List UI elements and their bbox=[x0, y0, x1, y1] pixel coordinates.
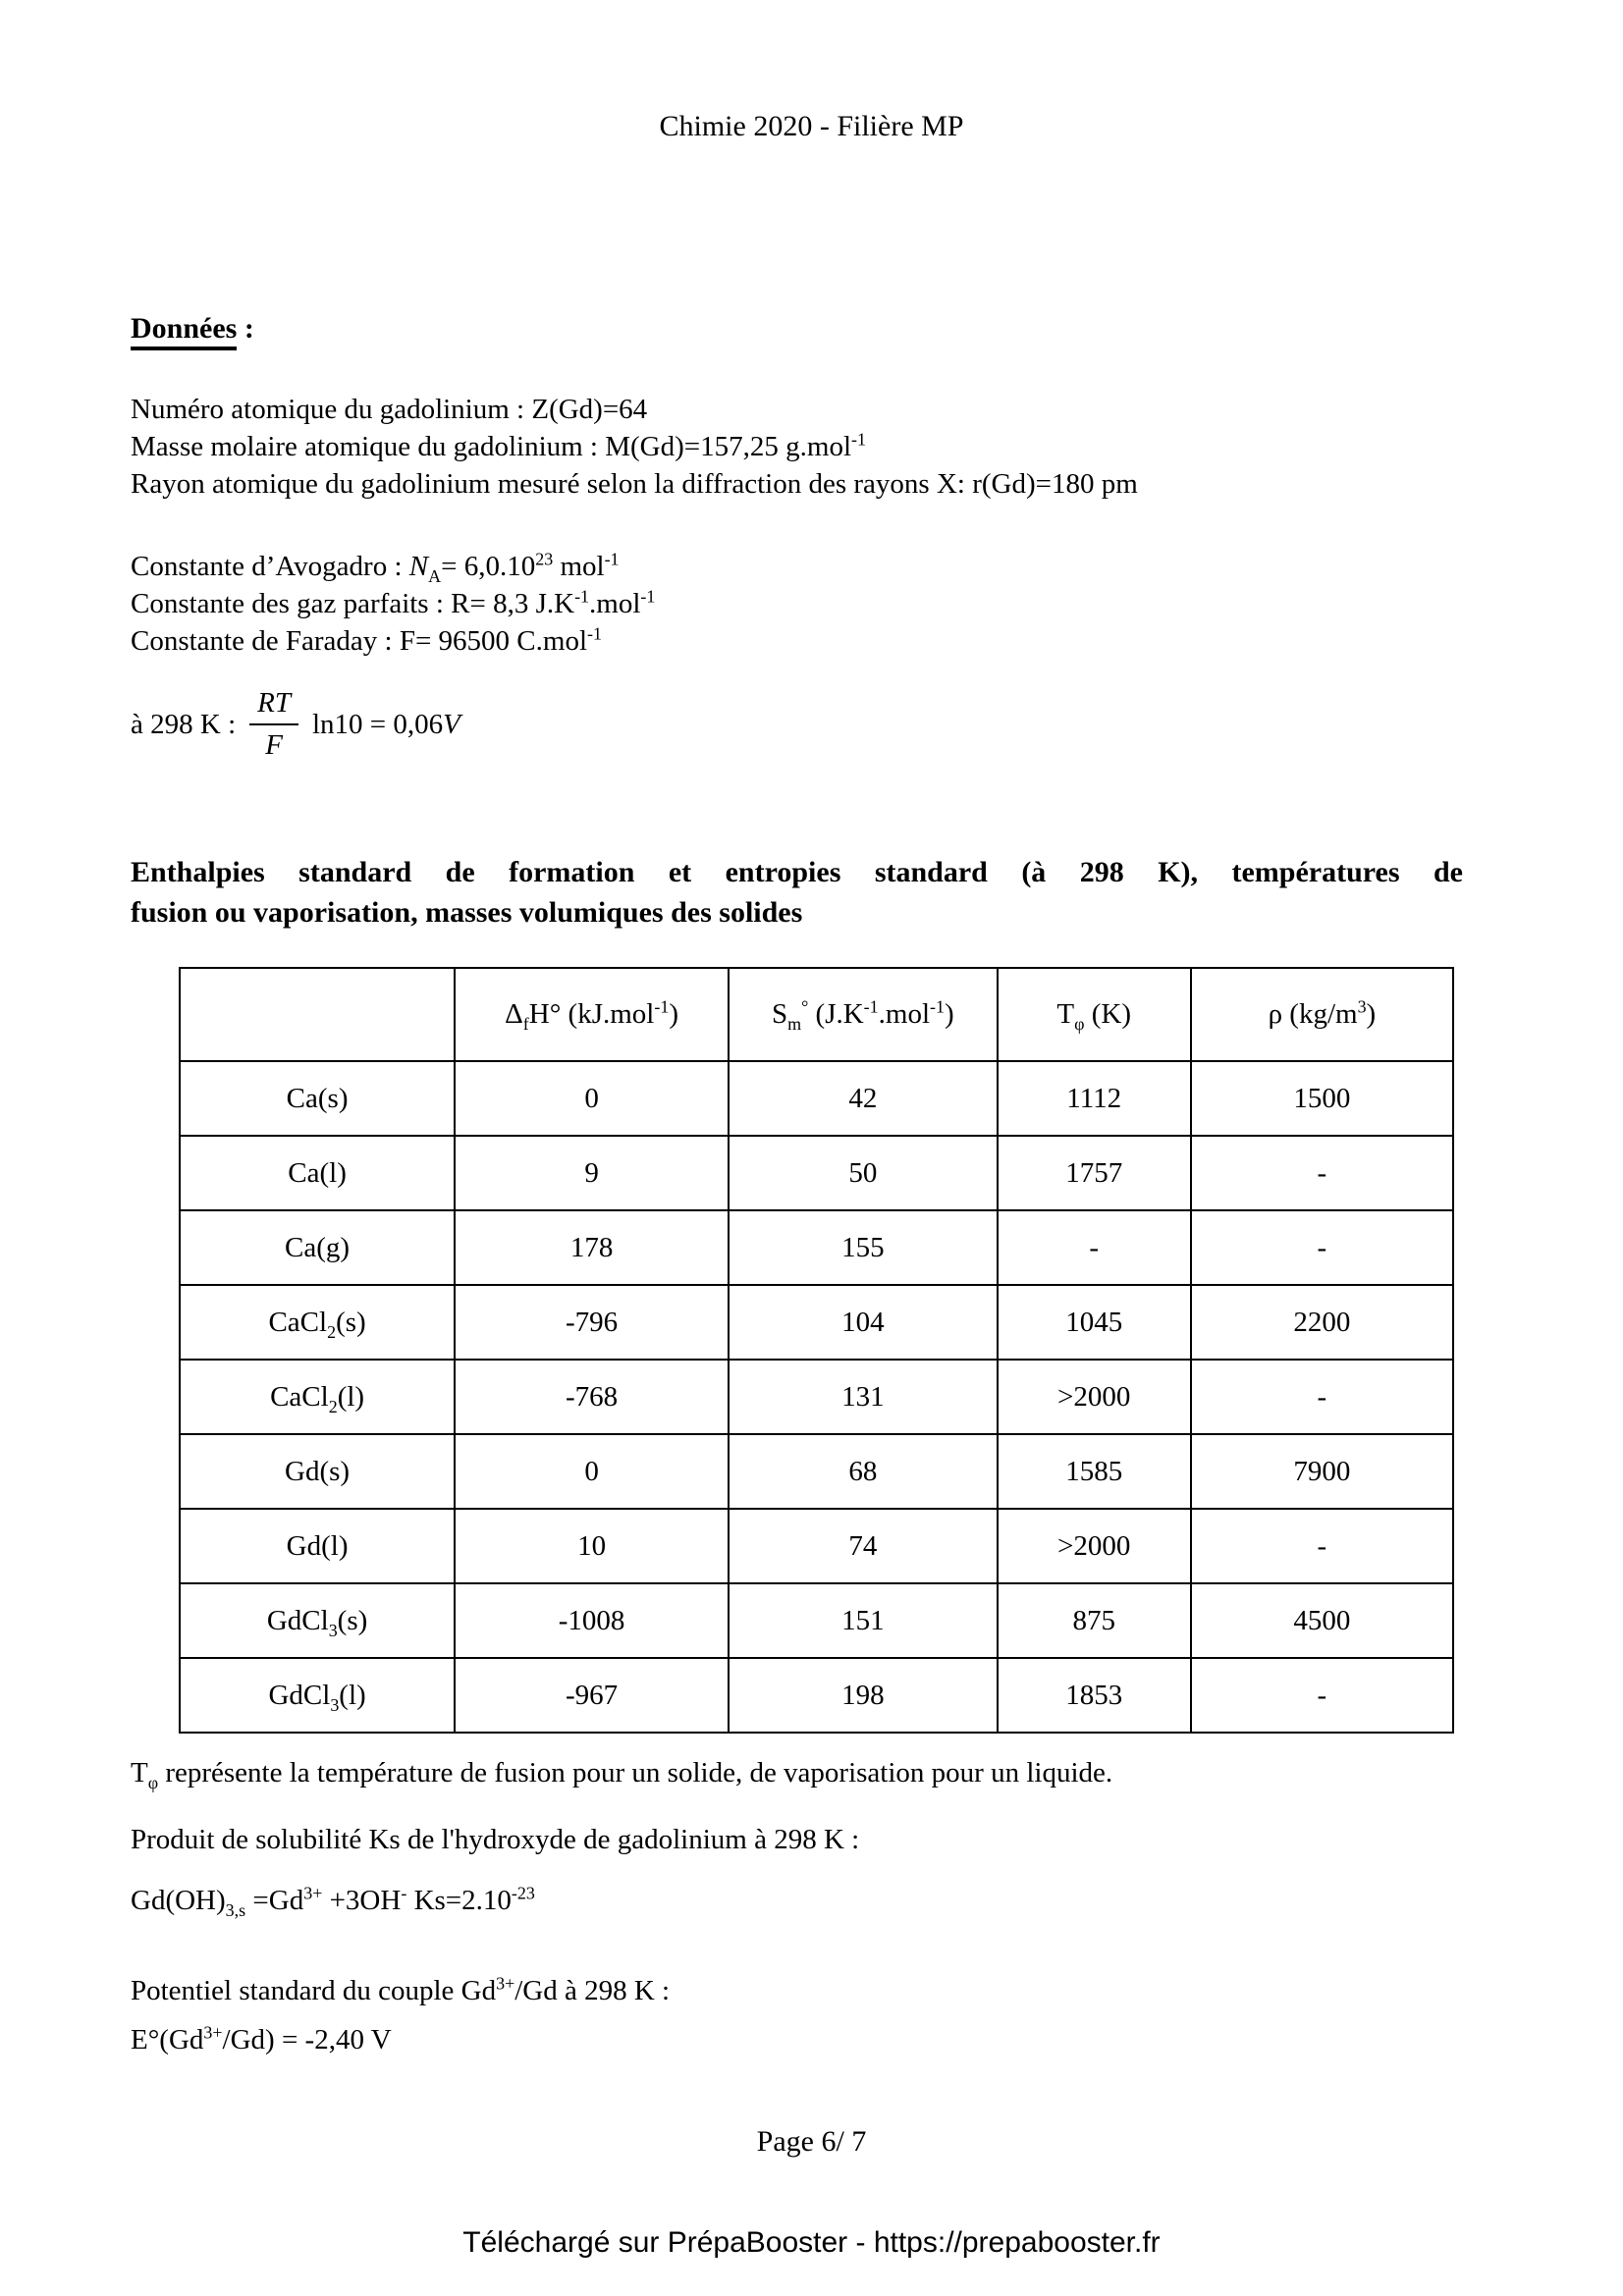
species-cell: GdCl$_3$(s) bbox=[180, 1583, 455, 1658]
table-row bbox=[180, 1285, 1453, 1360]
potential-value: $E^\circ(Gd^{3+}/Gd) = -2,40$ V bbox=[131, 2022, 392, 2056]
atomic-data-line: Rayon atomique du gadolinium mesuré selon la diffraction des rayons X: r(Gd)=180 pm bbox=[131, 468, 1138, 500]
header-rho-cell: ρ $(kg/m^3)$ bbox=[1191, 968, 1453, 1061]
species-cell: Ca(l) bbox=[180, 1136, 455, 1210]
tphi-cell: 1585 bbox=[998, 1434, 1191, 1509]
constants-line: Constante d’Avogadro : $N_A= 6,0.10^{23}$ mol$^{-1}$ bbox=[131, 549, 620, 586]
tphi-cell: 1853 bbox=[998, 1658, 1191, 1733]
solubility-title: Produit de solubilité Ks de l'hydroxyde de gadolinium à 298 K : bbox=[131, 1824, 860, 1855]
table-row bbox=[180, 1658, 1453, 1733]
entropy-cell: 68 bbox=[729, 1434, 998, 1509]
dfh-cell: 10 bbox=[455, 1509, 729, 1583]
formula-298k bbox=[131, 687, 460, 762]
dfh-cell: 178 bbox=[455, 1210, 729, 1285]
species-cell: Ca(s) bbox=[180, 1061, 455, 1136]
section-heading-donnees bbox=[131, 312, 254, 346]
table-heading-line1: Enthalpies standard de formation et entropies standard (à 298 K), températures de bbox=[131, 856, 1463, 888]
entropy-cell: 198 bbox=[729, 1658, 998, 1733]
document-title: Chimie 2020 - Filière MP bbox=[659, 110, 964, 142]
entropy-cell: 42 bbox=[729, 1061, 998, 1136]
donnees-colon: : bbox=[237, 312, 254, 345]
header-species-cell bbox=[180, 968, 455, 1061]
table-row bbox=[180, 1210, 1453, 1285]
rho-cell: - bbox=[1191, 1136, 1453, 1210]
entropy-cell: 104 bbox=[729, 1285, 998, 1360]
dfh-cell: 9 bbox=[455, 1136, 729, 1210]
tphi-cell: >2000 bbox=[998, 1509, 1191, 1583]
page-number: Page 6/ 7 bbox=[756, 2125, 867, 2158]
dfh-cell: 0 bbox=[455, 1434, 729, 1509]
tphi-cell: 1045 bbox=[998, 1285, 1191, 1360]
atomic-data-line: Numéro atomique du gadolinium : Z(Gd)=64 bbox=[131, 394, 648, 425]
entropy-cell: 50 bbox=[729, 1136, 998, 1210]
entropy-cell: 131 bbox=[729, 1360, 998, 1434]
atomic-data-paragraph bbox=[131, 391, 1476, 503]
constants-line: Constante de Faraday : F= 96500 C.mol$^{-1}$ bbox=[131, 623, 602, 657]
species-cell: CaCl$_2$(l) bbox=[180, 1360, 455, 1434]
fraction-rt-over-f bbox=[247, 687, 300, 762]
tphi-cell: >2000 bbox=[998, 1360, 1191, 1434]
species-cell: Ca(g) bbox=[180, 1210, 455, 1285]
rho-cell: - bbox=[1191, 1210, 1453, 1285]
dfh-cell: -796 bbox=[455, 1285, 729, 1360]
species-cell: Gd(s) bbox=[180, 1434, 455, 1509]
rho-cell: - bbox=[1191, 1509, 1453, 1583]
donnees-word: Données bbox=[131, 312, 237, 350]
species-cell: GdCl$_3$(l) bbox=[180, 1658, 455, 1733]
fraction-denominator: F bbox=[249, 723, 298, 762]
rho-cell: 4500 bbox=[1191, 1583, 1453, 1658]
table-header-row bbox=[180, 968, 1453, 1061]
rho-cell: - bbox=[1191, 1360, 1453, 1434]
table-heading-line2: fusion ou vaporisation, masses volumiques des solides bbox=[131, 896, 803, 929]
table-row bbox=[180, 1360, 1453, 1434]
potential-title: Potentiel standard du couple $Gd^{3+}/Gd$ à 298 K : bbox=[131, 1973, 671, 2006]
dfh-cell: 0 bbox=[455, 1061, 729, 1136]
rho-cell: 2200 bbox=[1191, 1285, 1453, 1360]
tphi-cell: - bbox=[998, 1210, 1191, 1285]
header-tphi-cell: $T_\varphi$ (K) bbox=[998, 968, 1191, 1061]
t-phi-note: $T_\varphi$ représente la température de fusion pour un solide, de vaporisation pour un liquide. bbox=[131, 1757, 1113, 1792]
formula-rest: ln10 = 0,06V bbox=[311, 708, 460, 740]
table-heading bbox=[131, 852, 1463, 933]
entropy-cell: 151 bbox=[729, 1583, 998, 1658]
constants-line: Constante des gaz parfaits : R= 8,3 $J.K^{-1}.mol^{-1}$ bbox=[131, 586, 656, 619]
table-row bbox=[180, 1136, 1453, 1210]
tphi-cell: 1757 bbox=[998, 1136, 1191, 1210]
header-dfh-cell: $\Delta_fH^\circ$ (kJ.mol$^{-1}$) bbox=[455, 968, 729, 1061]
tphi-cell: 875 bbox=[998, 1583, 1191, 1658]
dfh-cell: -1008 bbox=[455, 1583, 729, 1658]
atomic-data-line: Masse molaire atomique du gadolinium : M(Gd)=157,25 g.mol$^{-1}$ bbox=[131, 429, 866, 462]
rho-cell: - bbox=[1191, 1658, 1453, 1733]
rho-cell: 1500 bbox=[1191, 1061, 1453, 1136]
entropy-cell: 74 bbox=[729, 1509, 998, 1583]
download-footer: Téléchargé sur PrépaBooster - https://prepabooster.fr bbox=[462, 2226, 1161, 2259]
header-entropy-cell: $S_m^\circ$ $(J.K^{-1}.mol^{-1})$ bbox=[729, 968, 998, 1061]
table-row bbox=[180, 1061, 1453, 1136]
tphi-cell: 1112 bbox=[998, 1061, 1191, 1136]
constants-paragraph bbox=[131, 548, 1476, 660]
table-row bbox=[180, 1434, 1453, 1509]
table-row bbox=[180, 1583, 1453, 1658]
species-cell: Gd(l) bbox=[180, 1509, 455, 1583]
table-row bbox=[180, 1509, 1453, 1583]
fraction-numerator: RT bbox=[257, 687, 291, 719]
species-cell: CaCl$_2$(s) bbox=[180, 1285, 455, 1360]
entropy-cell: 155 bbox=[729, 1210, 998, 1285]
rho-cell: 7900 bbox=[1191, 1434, 1453, 1509]
dfh-cell: -967 bbox=[455, 1658, 729, 1733]
formula-prefix: à 298 K : bbox=[131, 708, 237, 740]
solubility-equation: $Gd(OH)_{3,s} =Gd^{3+} +3OH^-$ $Ks=2.10^{-23}$ bbox=[131, 1883, 535, 1920]
dfh-cell: -768 bbox=[455, 1360, 729, 1434]
thermo-table bbox=[179, 967, 1454, 1734]
